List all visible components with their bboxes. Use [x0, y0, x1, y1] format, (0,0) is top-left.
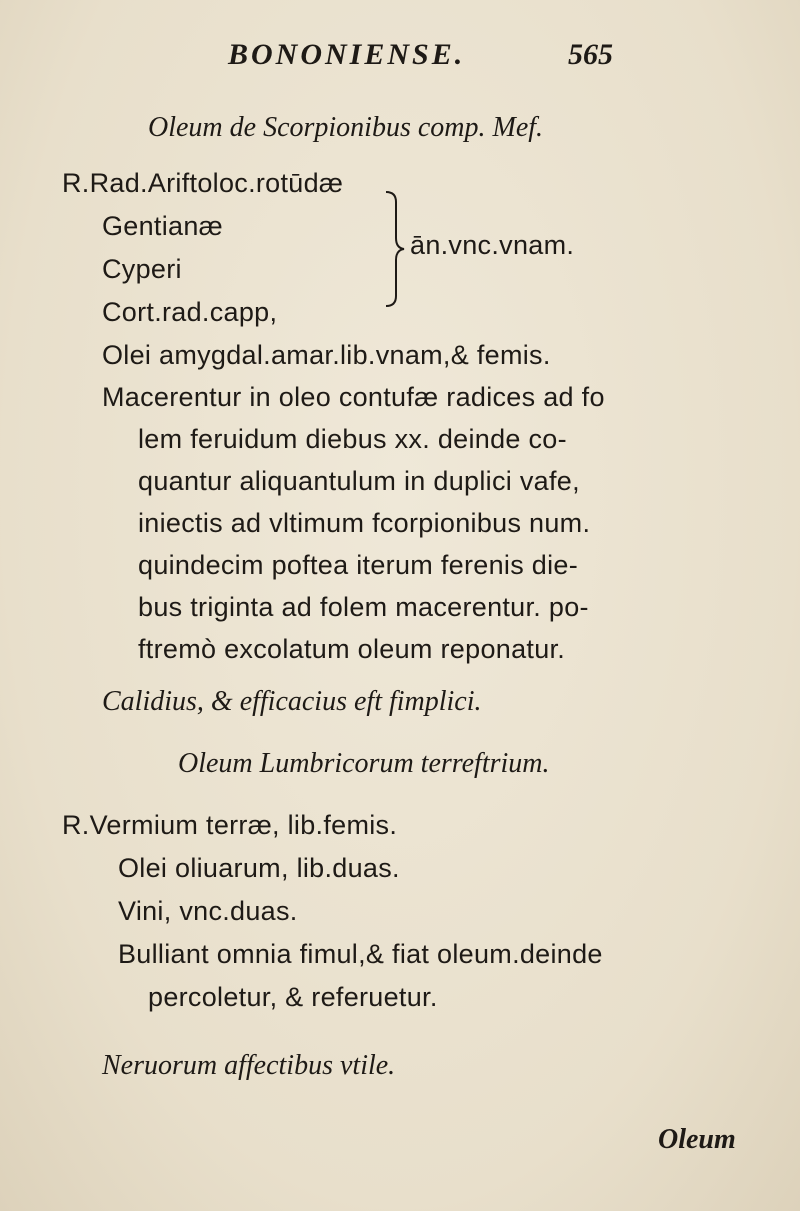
page-number: 565 [568, 38, 613, 71]
recipe-line: bus triginta ad folem macerentur. po- [138, 592, 589, 622]
recipe-line: ftremò excolatum oleum reponatur. [138, 634, 566, 664]
recipe-note: Calidius, & efficacius eft fimplici. [102, 686, 482, 717]
recipe-title-scorpion-oil: Oleum de Scorpionibus comp. Mef. [148, 112, 544, 143]
recipe-line: Olei oliuarum, lib.duas. [118, 853, 400, 883]
recipe-line: percoletur, & referuetur. [148, 982, 438, 1012]
grouping-bracket [382, 190, 408, 308]
recipe-line: quindecim poftea iterum ferenis die- [138, 550, 579, 580]
ingredient-gentian: Gentianæ [102, 211, 223, 241]
recipe-line: lem feruidum diebus xx. deinde co- [138, 424, 567, 454]
recipe-line: Macerentur in oleo contufæ radices ad fo [102, 382, 605, 412]
recipe-line: R.Vermium terræ, lib.femis. [62, 810, 398, 840]
recipe-line: iniectis ad vltimum fcorpionibus num. [138, 508, 591, 538]
running-title: BONONIENSE. [228, 38, 466, 71]
recipe-line: Vini, vnc.duas. [118, 896, 298, 926]
page-header [0, 38, 800, 78]
dosage-note: ān.vnc.vnam. [410, 230, 575, 260]
recipe-title-earthworm-oil: Oleum Lumbricorum terreftrium. [178, 748, 550, 779]
recipe-line: quantur aliquantulum in duplici vafe, [138, 466, 580, 496]
recipe-line: Bulliant omnia fimul,& fiat oleum.deinde [118, 939, 603, 969]
ingredient-cyperus: Cyperi [102, 254, 182, 284]
recipe-line: Olei amygdal.amar.lib.vnam,& femis. [102, 340, 551, 370]
recipe-line: R.Rad.Ariftoloc.rotūdæ [62, 168, 344, 198]
ingredient-caper-bark: Cort.rad.capp, [102, 297, 278, 327]
catchword: Oleum [658, 1124, 736, 1155]
recipe-use: Neruorum affectibus vtile. [102, 1050, 396, 1081]
